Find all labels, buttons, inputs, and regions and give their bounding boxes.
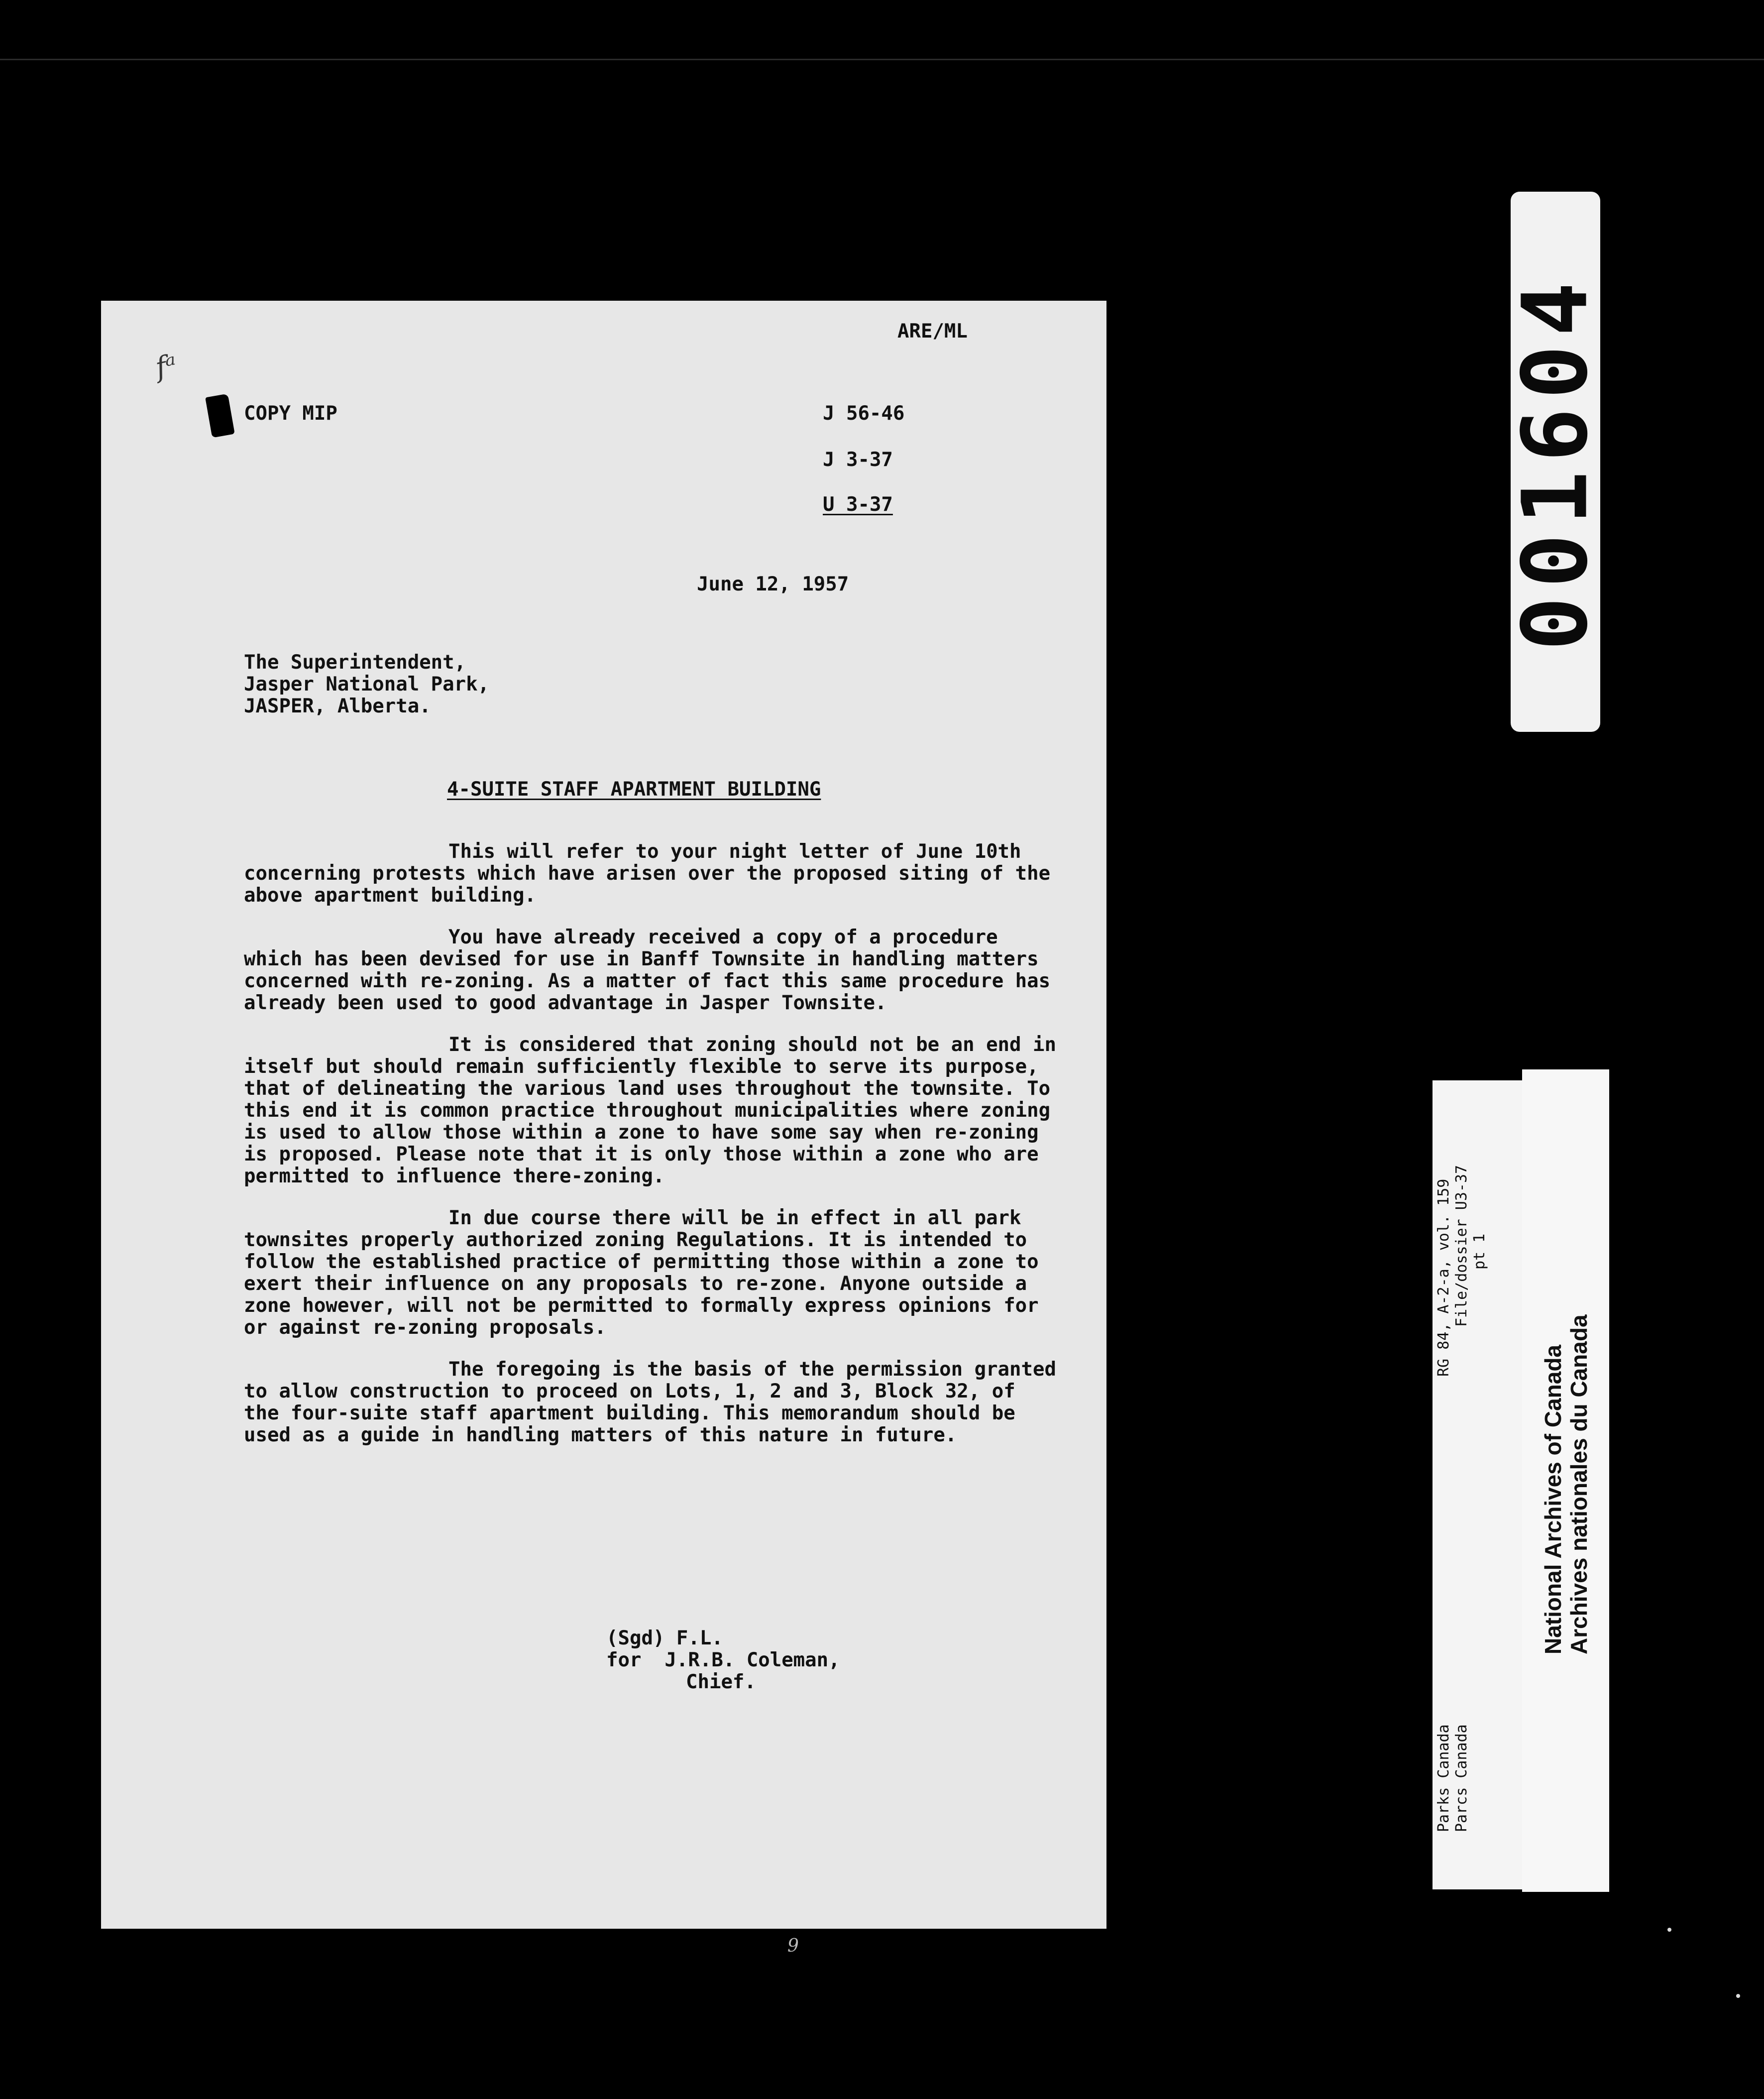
handwritten-initials: fᵃ bbox=[152, 348, 180, 384]
institution-name: Archives nationales du Canada bbox=[1566, 1314, 1592, 1654]
copy-note: COPY MIP bbox=[244, 402, 337, 425]
paragraph: It is considered that zoning should not be an end in itself but should remain sufficiently flexible to serve its purpose, that of delineating the various land uses throughout the townsite. To this end it is common practice throughout municipalities where zoning is used to allow those within a zone to have some say when re-zoning is proposed. Please note that it is only those within a zone who are permitted to influence there-zoning. bbox=[244, 1034, 1056, 1187]
archive-reference: pt 1 bbox=[1471, 1233, 1488, 1270]
archive-label-left bbox=[1433, 1080, 1522, 1889]
dust-speck bbox=[1736, 1994, 1740, 1998]
archive-reference: RG 84, A-2-a, vol. 159 bbox=[1435, 1178, 1452, 1377]
frame-number: 001604 bbox=[1503, 273, 1608, 651]
file-number: J 56-46 bbox=[823, 402, 905, 425]
signature-line: (Sgd) F.L. bbox=[606, 1627, 723, 1649]
institution-name: National Archives of Canada bbox=[1540, 1344, 1566, 1654]
file-number: U 3-37 bbox=[823, 493, 893, 516]
page-mark: 9 bbox=[787, 1936, 799, 1956]
archive-label-right bbox=[1522, 1069, 1609, 1892]
paragraph: This will refer to your night letter of June 10th concerning protests which have arisen over the proposed siting of the above apartment building. bbox=[244, 840, 1051, 907]
letter-body bbox=[244, 841, 1060, 1466]
letter-date: June 12, 1957 bbox=[697, 573, 849, 595]
ink-blot bbox=[205, 394, 235, 438]
dust-speck bbox=[1667, 1928, 1671, 1932]
agency-name: Parks Canada bbox=[1435, 1724, 1452, 1832]
archive-reference: File/dossier U3-37 bbox=[1453, 1165, 1470, 1327]
addressee-line: JASPER, Alberta. bbox=[244, 695, 431, 717]
subject-line: 4-SUITE STAFF APARTMENT BUILDING bbox=[447, 778, 821, 801]
reference-initials: ARE/ML bbox=[897, 320, 968, 343]
film-edge bbox=[0, 59, 1764, 69]
letter-page bbox=[101, 301, 1106, 1929]
paragraph: In due course there will be in effect in all park townsites properly authorized zoning Regulations. It is intended to follow the established practice of permitting those within a zone to exert their influence on any proposals to re-zone. Anyone outside a zone however, will not be permitted to formally express opinions for or against re-zoning proposals. bbox=[244, 1207, 1039, 1339]
file-number: J 3-37 bbox=[823, 449, 893, 471]
addressee-block bbox=[244, 652, 489, 717]
signature-line: for J.R.B. Coleman, bbox=[606, 1649, 840, 1671]
addressee-line: Jasper National Park, bbox=[244, 673, 490, 696]
paragraph: You have already received a copy of a procedure which has been devised for use in Banff Townsite in handling matters concerned with re-zoning. As a matter of fact this same procedure has already been used to good advantage in Jasper Townsite. bbox=[244, 926, 1051, 1014]
addressee-line: The Superintendent, bbox=[244, 651, 466, 674]
signature-line: Chief. bbox=[686, 1671, 756, 1693]
frame-number-label bbox=[1503, 192, 1608, 732]
paragraph: The foregoing is the basis of the permission granted to allow construction to proceed on Lots, 1, 2 and 3, Block 32, of the four-suite staff apartment building. This memorandum should be used as a guide in handling matters of this nature in future. bbox=[244, 1358, 1056, 1446]
agency-name: Parcs Canada bbox=[1453, 1724, 1470, 1832]
signature-block bbox=[606, 1628, 840, 1693]
